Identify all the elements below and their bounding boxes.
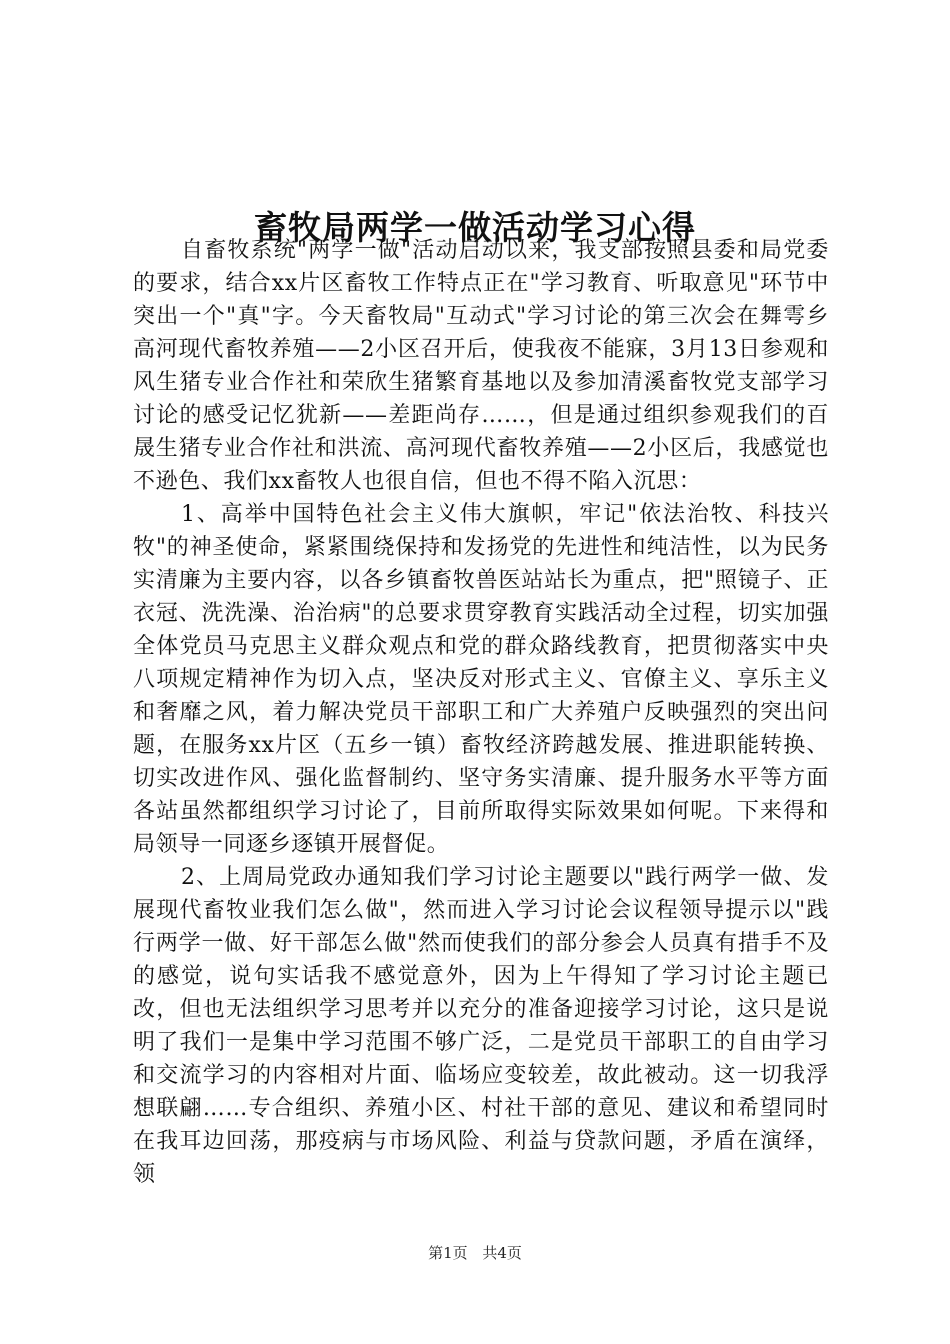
paragraph-point-2: 2、上周局党政办通知我们学习讨论主题要以"践行两学一做、发展现代畜牧业我们怎么做"，然而进入学习讨论会议程领导提示以"践行两学一做、好干部怎么做"然而使我们的部分参会人员真有措手不及的感觉，说句实话我不感觉意外，因为上午得知了学习讨论主题已改，但也无法组织学习思考并以充分的准备迎接学习讨论，这只是说明了我们一是集中学习范围不够广泛，二是党员干部职工的自由学习和交流学习的内容相对片面、临场应变较差，故此被动。这一切我浮想联翩……专合组织、养殖小区、村社干部的意见、建议和希望同时在我耳边回荡，那疫病与市场风险、利益与贷款问题，矛盾在演绎，领 xyxy=(133,865,829,1187)
page-total: 共4页 xyxy=(482,1244,522,1262)
document-body xyxy=(133,234,829,1191)
paragraph-intro: 自畜牧系统"两学一做"活动启动以来，我支部按照县委和局党委的要求，结合xx片区畜牧工作特点正在"学习教育、听取意见"环节中突出一个"真"字。今天畜牧局"互动式"学习讨论的第三次会在舞雩乡高河现代畜牧养殖——2小区召开后，使我夜不能寐，3月13日参观和风生猪专业合作社和荣欣生猪繁育基地以及参加清溪畜牧党支部学习讨论的感受记忆犹新——差距尚存……，但是通过组织参观我们的百晟生猪专业合作社和洪流、高河现代畜牧养殖——2小区后，我感觉也不逊色、我们xx畜牧人也很自信，但也不得不陷入沉思： xyxy=(133,238,829,494)
page-footer xyxy=(0,1243,950,1263)
page-number: 第1页 xyxy=(428,1244,468,1262)
document-title: 畜牧局两学一做活动学习心得 xyxy=(254,208,696,248)
paragraph-point-1: 1、高举中国特色社会主义伟大旗帜，牢记"依法治牧、科技兴牧"的神圣使命，紧紧围绕保持和发扬党的先进性和纯洁性，以为民务实清廉为主要内容，以各乡镇畜牧兽医站站长为重点，把"照镜子、正衣冠、洗洗澡、治治病"的总要求贯穿教育实践活动全过程，切实加强全体党员马克思主义群众观点和党的群众路线教育，把贯彻落实中央八项规定精神作为切入点，坚决反对形式主义、官僚主义、享乐主义和奢靡之风，着力解决党员干部职工和广大养殖户反映强烈的突出问题，在服务xx片区（五乡一镇）畜牧经济跨越发展、推进职能转换、切实改进作风、强化监督制约、坚守务实清廉、提升服务水平等方面各站虽然都组织学习讨论了，目前所取得实际效果如何呢。下来得和局领导一同逐乡逐镇开展督促。 xyxy=(133,502,829,857)
